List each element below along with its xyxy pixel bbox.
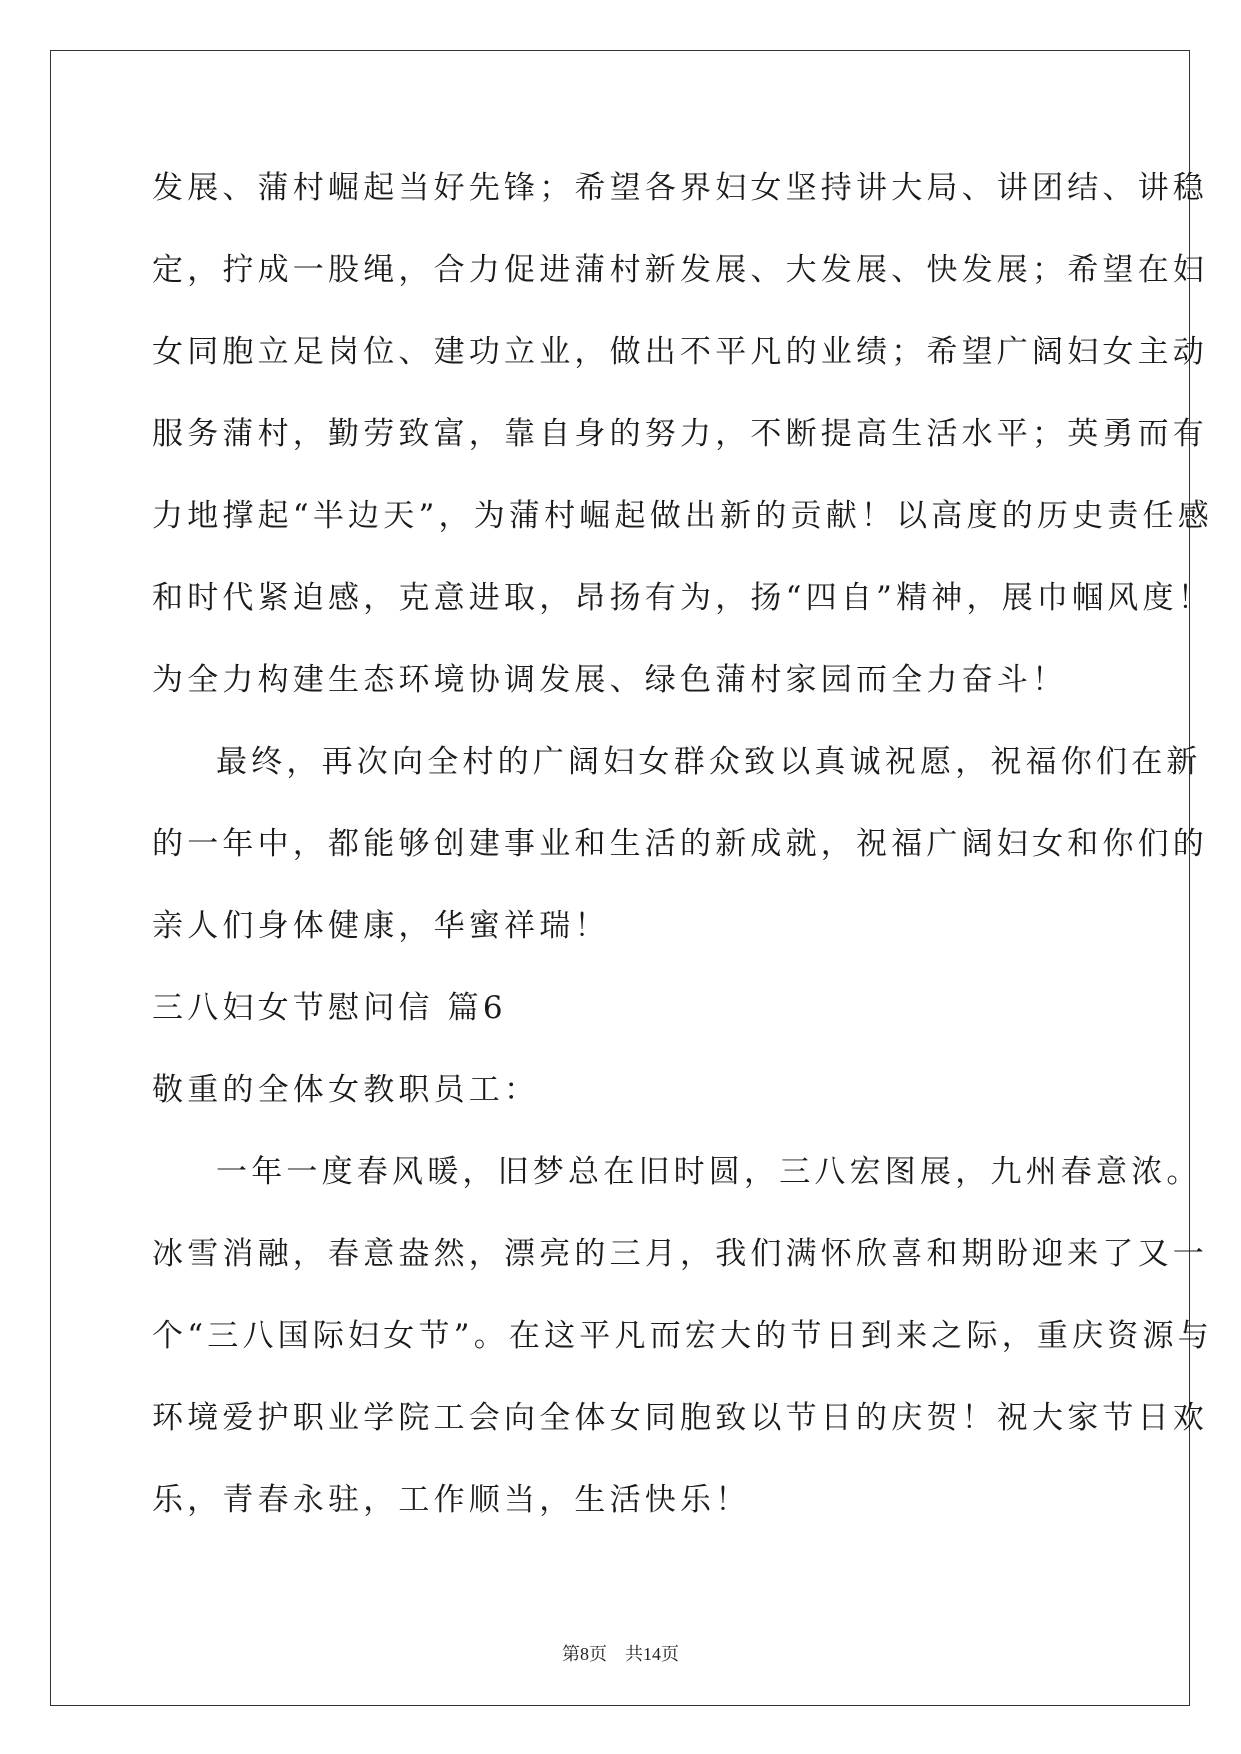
- text-line: 定，拧成一股绳，合力促进蒲村新发展、大发展、快发展；希望在妇: [152, 252, 1208, 288]
- document-body: [152, 160, 1213, 1554]
- text-line: 个“三八国际妇女节”。在这平凡而宏大的节日到来之际，重庆资源与: [152, 1318, 1213, 1354]
- page-footer: [0, 1640, 1241, 1666]
- text-line-indented: 最终，再次向全村的广阔妇女群众致以真诚祝愿，祝福你们在新: [216, 744, 1202, 780]
- text-line: 女同胞立足岗位、建功立业，做出不平凡的业绩；希望广阔妇女主动: [152, 334, 1208, 370]
- text-line: 冰雪消融，春意盎然，漂亮的三月，我们满怀欣喜和期盼迎来了又一: [152, 1236, 1208, 1272]
- salutation: 敬重的全体女教职员工：: [152, 1072, 540, 1108]
- text-line: 服务蒲村，勤劳致富，靠自身的努力，不断提高生活水平；英勇而有: [152, 416, 1208, 452]
- text-line-indented: 一年一度春风暖，旧梦总在旧时圆，三八宏图展，九州春意浓。: [216, 1154, 1202, 1190]
- text-line: 的一年中，都能够创建事业和生活的新成就，祝福广阔妇女和你们的: [152, 826, 1208, 862]
- text-line: 力地撑起“半边天”，为蒲村崛起做出新的贡献！以高度的历史责任感: [152, 498, 1213, 534]
- text-line: 发展、蒲村崛起当好先锋；希望各界妇女坚持讲大局、讲团结、讲稳: [152, 170, 1208, 206]
- text-line: 乐，青春永驻，工作顺当，生活快乐！: [152, 1482, 751, 1518]
- text-line: 为全力构建生态环境协调发展、绿色蒲村家园而全力奋斗！: [152, 662, 1068, 698]
- text-line: 亲人们身体健康，华蜜祥瑞！: [152, 908, 610, 944]
- text-line: 和时代紧迫感，克意进取，昂扬有为，扬“四自”精神，展巾帼风度！: [152, 580, 1213, 616]
- total-pages: 共14页: [625, 1644, 679, 1664]
- section-heading: 三八妇女节慰问信 篇6: [152, 990, 507, 1026]
- text-line: 环境爱护职业学院工会向全体女同胞致以节日的庆贺！祝大家节日欢: [152, 1400, 1208, 1436]
- page-number: 第8页: [562, 1644, 607, 1664]
